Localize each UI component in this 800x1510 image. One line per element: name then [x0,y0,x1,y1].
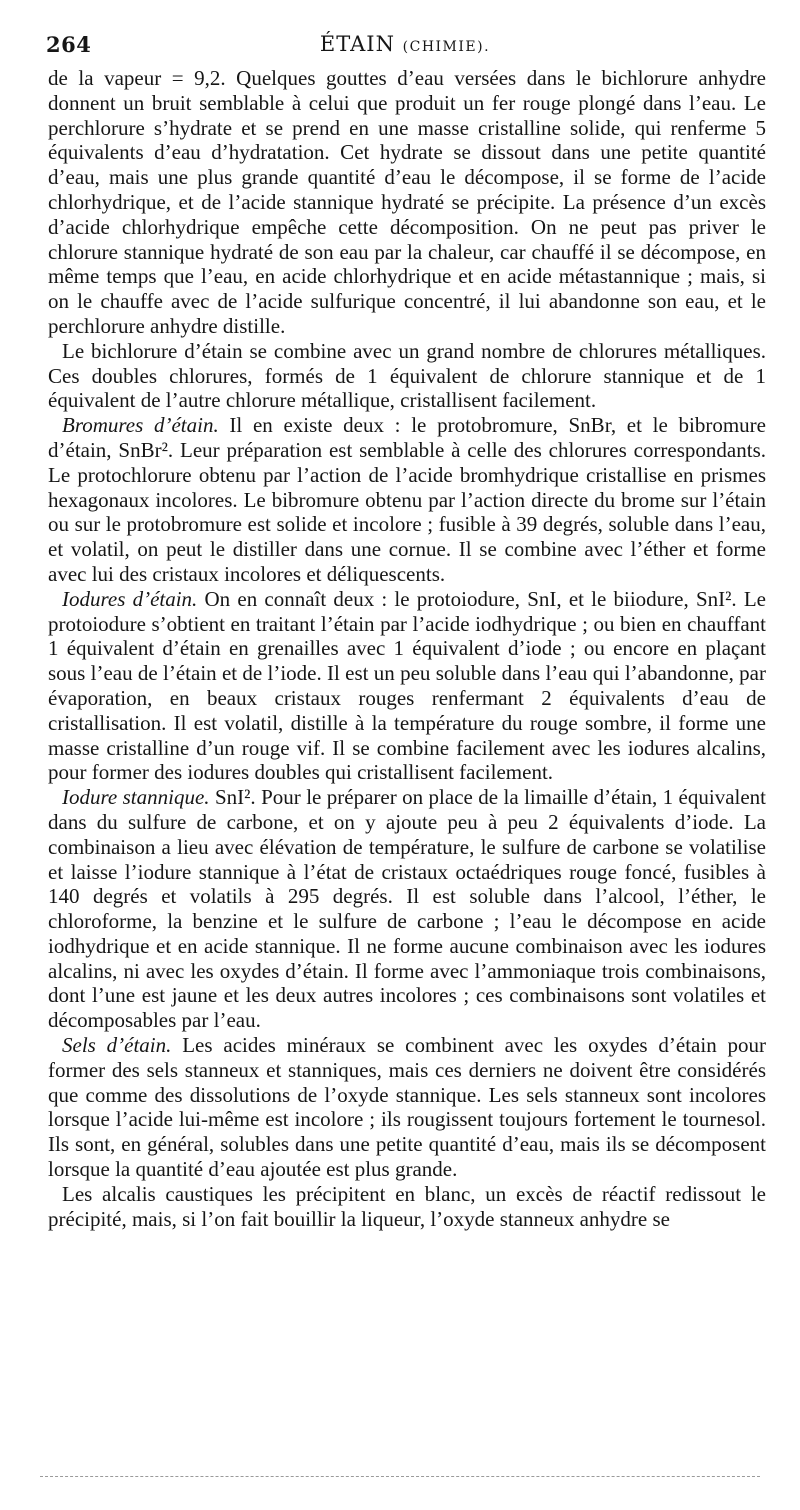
footer-divider [40,1476,760,1477]
body-text [48,66,766,1231]
paragraph-text: de la vapeur = 9,2. Quelques gouttes d’eau versées dans le bichlorure anhydre donnent un bruit semblable à celui que produit un fer rouge plongé dans l’eau. Le perchlorure s’hydrate et se prend en une masse cristalline solide, qui renferme 5 équivalents d’eau d’hydratation. Cet hydrate se dissout dans une petite quantité d’eau, mais une plus grande quantité d’eau le décompose, il se forme de l’acide chlorhydrique, et de l’acide stannique hydraté se précipite. La présence d’un excès d’acide chlorhydrique empêche cette décomposition. On ne peut pas priver le chlorure stannique hydraté de son eau par la chaleur, car chauffé il se décompose, en même temps que l’eau, en acide chlorhydrique et en acide métastannique ; mais, si on le chauffe avec de l’acide sulfurique concentré, il lui abandonne son eau, et le perchlorure anhydre distille. [48,66,766,338]
paragraph-iodure-stannique [48,785,766,1033]
paragraph-chlorures-doubles [48,339,766,413]
paragraph-bromures [48,413,766,587]
section-heading: Iodures d’étain. [62,586,198,611]
paragraph-sels [48,1033,766,1182]
page-number: 264 [46,32,92,57]
paragraph-text: Le bichlorure d’étain se combine avec un grand nombre de chlorures métalliques. Ces doubles chlorures, formés de 1 équivalent de chlorure stannique et de 1 équivalent de l’autre chlorure métallique, cristallisent facilement. [48,338,766,413]
paragraph-text: Il en existe deux : le protobromure, SnBr, et le bibromure d’étain, SnBr². Leur préparation est semblable à celle des chlorures correspondants. Le protochlorure obtenu par l’action de l’acide bromhydrique cristallise en prismes hexagonaux incolores. Le bibromure obtenu par l’action directe du brome sur l’étain ou sur le protobromure est solide et incolore ; fusible à 39 degrés, soluble dans l’eau, et volatil, on peut le distiller dans une cornue. Il se combine avec l’éther et forme avec lui des cristaux incolores et déliquescents. [48,413,766,586]
section-heading: Iodure stannique. [62,785,210,810]
section-heading: Bromures d’étain. [62,413,219,438]
section-heading: Sels d’étain. [62,1033,172,1058]
paragraph-text: Les acides minéraux se combinent avec les oxydes d’étain pour former des sels stanneux et stanniques, mais ces derniers ne doivent être considérés que comme des dissolutions de l’oxyde stannique. Les sels stanneux sont incolores lorsque l’acide lui-même est incolore ; ils rougissent toujours fortement le tournesol. Ils sont, en général, solubles dans une petite quantité d’eau, mais ils se décomposent lorsque la quantité d’eau ajoutée est plus grande. [48,1033,767,1182]
running-header [46,32,764,64]
paragraph-iodures [48,587,766,785]
paragraph-text: SnI². Pour le préparer on place de la limaille d’étain, 1 équivalent dans du sulfure de carbone, et on y ajoute peu à peu 2 équivalents d’iode. La combinaison a lieu avec élévation de température, le sulfure de carbone se volatilise et laisse l’iodure stannique à l’état de cristaux octaédriques rouge foncé, fusibles à 140 degrés et volatils à 295 degrés. Il est soluble dans l’alcool, l’éther, le chloroforme, la benzine et le sulfure de carbone ; l’eau le décompose en acide iodhydrique et en acide stannique. Il ne forme aucune combinaison avec les iodures alcalins, ni avec les oxydes d’étain. Il forme avec l’ammoniaque trois combinaisons, dont l’une est jaune et les deux autres incolores ; ces combinaisons sont volatiles et décomposables par l’eau. [48,785,766,1033]
paragraph-alcalis [48,1182,766,1232]
running-title-subtitle: (CHIMIE). [402,39,491,55]
paragraph-text: Les alcalis caustiques les précipitent en blanc, un excès de réactif redissout le précipité, mais, si l’on fait bouillir la liqueur, l’oxyde stanneux anhydre se [48,1181,766,1231]
running-title-main: ÉTAIN [319,32,395,56]
paragraph-text: On en connaît deux : le protoiodure, SnI, et le biiodure, SnI². Le protoiodure s’obtient en traitant l’étain par l’acide iodhydrique ; ou bien en chauffant 1 équivalent d’étain en grenailles avec 1 équivalent d’iode ; ou encore en plaçant sous l’eau de l’étain et de l’iode. Il est un peu soluble dans l’eau qui l’abandonne, par évaporation, en beaux cristaux rouges renfermant 2 équivalents d’eau de cristallisation. Il est volatil, distille à la température du rouge sombre, il forme une masse cristalline d’un rouge vif. Il se combine facilement avec les iodures alcalins, pour former des iodures doubles qui cristallisent facilement. [48,586,766,785]
running-title [46,32,764,56]
paragraph-perchlorure [48,66,766,339]
